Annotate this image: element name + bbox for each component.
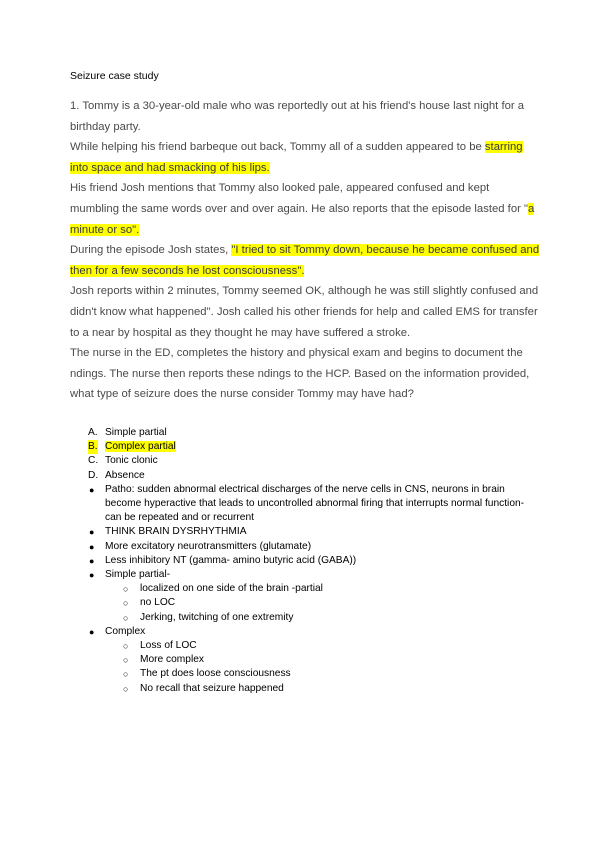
note-text: Complex bbox=[105, 625, 146, 637]
bullet-icon: ● bbox=[89, 626, 95, 637]
bullet-icon: ● bbox=[89, 570, 95, 581]
note-item bbox=[70, 625, 540, 639]
circle-bullet-icon: ○ bbox=[123, 641, 129, 652]
bullet-icon: ● bbox=[89, 555, 95, 566]
note-item bbox=[70, 483, 540, 526]
case-paragraph-5: Josh reports within 2 minutes, Tommy seemed OK, although he was still slightly confused and didn't know what happened". Josh called his other friends for help and called EMS for transfer to a near by hospital as they thought he may have suffered a stroke. bbox=[70, 285, 539, 339]
sub-note-text: Loss of LOC bbox=[140, 640, 197, 652]
answer-and-notes bbox=[70, 426, 540, 696]
bullet-icon: ● bbox=[89, 541, 95, 552]
case-paragraph-3 bbox=[70, 178, 540, 240]
sub-note-text: The pt does loose consciousness bbox=[140, 668, 291, 680]
option-text: Absence bbox=[105, 469, 145, 481]
circle-bullet-icon: ○ bbox=[123, 598, 129, 609]
option-item bbox=[70, 469, 540, 483]
bullet-icon: ● bbox=[89, 484, 95, 495]
sub-note-text: localized on one side of the brain -partial bbox=[140, 583, 323, 595]
sub-note-item bbox=[70, 682, 540, 696]
note-text: THINK BRAIN DYSRHYTHMIA bbox=[105, 526, 247, 538]
sub-note-text: no LOC bbox=[140, 597, 176, 609]
highlighted-text: "I tried to sit Tommy down, because he became confused and then for a few seconds he lost consciousness". bbox=[70, 244, 540, 277]
option-marker: C. bbox=[88, 455, 99, 467]
option-item bbox=[70, 426, 540, 440]
circle-bullet-icon: ○ bbox=[123, 683, 129, 694]
option-item bbox=[70, 440, 540, 454]
case-paragraph-4 bbox=[70, 240, 540, 281]
bullet-icon: ● bbox=[89, 527, 95, 538]
sub-note-item bbox=[70, 582, 540, 596]
note-item bbox=[70, 568, 540, 582]
sub-note-item bbox=[70, 639, 540, 653]
case-paragraph-6: The nurse in the ED, completes the history and physical exam and begins to document the ndings. The nurse then reports these ndings to the HCP. Based on the information provided, what type of seizure does the nurse consider Tommy may have had? bbox=[70, 347, 530, 401]
document-title: Seizure case study bbox=[70, 70, 159, 82]
option-marker: B. bbox=[88, 440, 98, 454]
case-text: During the episode Josh states, bbox=[70, 244, 232, 257]
options-list bbox=[70, 426, 540, 483]
sub-note-text: Jerking, twitching of one extremity bbox=[140, 611, 294, 623]
sub-note-text: More complex bbox=[140, 654, 204, 666]
note-text: Less inhibitory NT (gamma- amino butyric acid (GABA)) bbox=[105, 554, 357, 566]
note-item bbox=[70, 554, 540, 568]
case-text: While helping his friend barbeque out back, Tommy all of a sudden appeared to be bbox=[70, 141, 485, 154]
option-marker: D. bbox=[88, 469, 99, 481]
highlighted-text: a minute or so". bbox=[70, 202, 535, 236]
case-paragraph-1: 1. Tommy is a 30-year-old male who was reportedly out at his friend's house last night for a birthday party. bbox=[70, 100, 525, 133]
notes-list bbox=[70, 483, 540, 696]
case-narrative bbox=[70, 96, 540, 405]
note-text: Simple partial- bbox=[105, 569, 171, 581]
sub-note-text: No recall that seizure happened bbox=[140, 682, 284, 694]
circle-bullet-icon: ○ bbox=[123, 655, 129, 666]
note-text: More excitatory neurotransmitters (glutamate) bbox=[105, 540, 312, 552]
highlighted-text: starring into space and had smacking of his lips. bbox=[70, 141, 523, 174]
sub-note-item bbox=[70, 596, 540, 610]
option-text-highlighted: Complex partial bbox=[105, 441, 176, 453]
note-item bbox=[70, 540, 540, 554]
case-text: His friend Josh mentions that Tommy also looked pale, appeared confused and kept mumbling the same words over and over again. He also reports that the episode lasted for " bbox=[70, 182, 529, 215]
circle-bullet-icon: ○ bbox=[123, 612, 129, 623]
option-text: Simple partial bbox=[105, 427, 167, 438]
case-paragraph-2 bbox=[70, 137, 540, 178]
option-item bbox=[70, 454, 540, 468]
sub-note-item bbox=[70, 667, 540, 681]
circle-bullet-icon: ○ bbox=[123, 669, 129, 680]
sub-note-item bbox=[70, 611, 540, 625]
option-marker: A. bbox=[88, 427, 98, 438]
circle-bullet-icon: ○ bbox=[123, 584, 129, 595]
note-text: Patho: sudden abnormal electrical discharges of the nerve cells in CNS, neurons in brain become hyperactive that leads to uncontrolled abnormal firing that interrupts normal function- can be repeated and or recurrent bbox=[105, 483, 525, 524]
note-item bbox=[70, 525, 540, 539]
option-text: Tonic clonic bbox=[105, 455, 158, 467]
sub-note-item bbox=[70, 653, 540, 667]
